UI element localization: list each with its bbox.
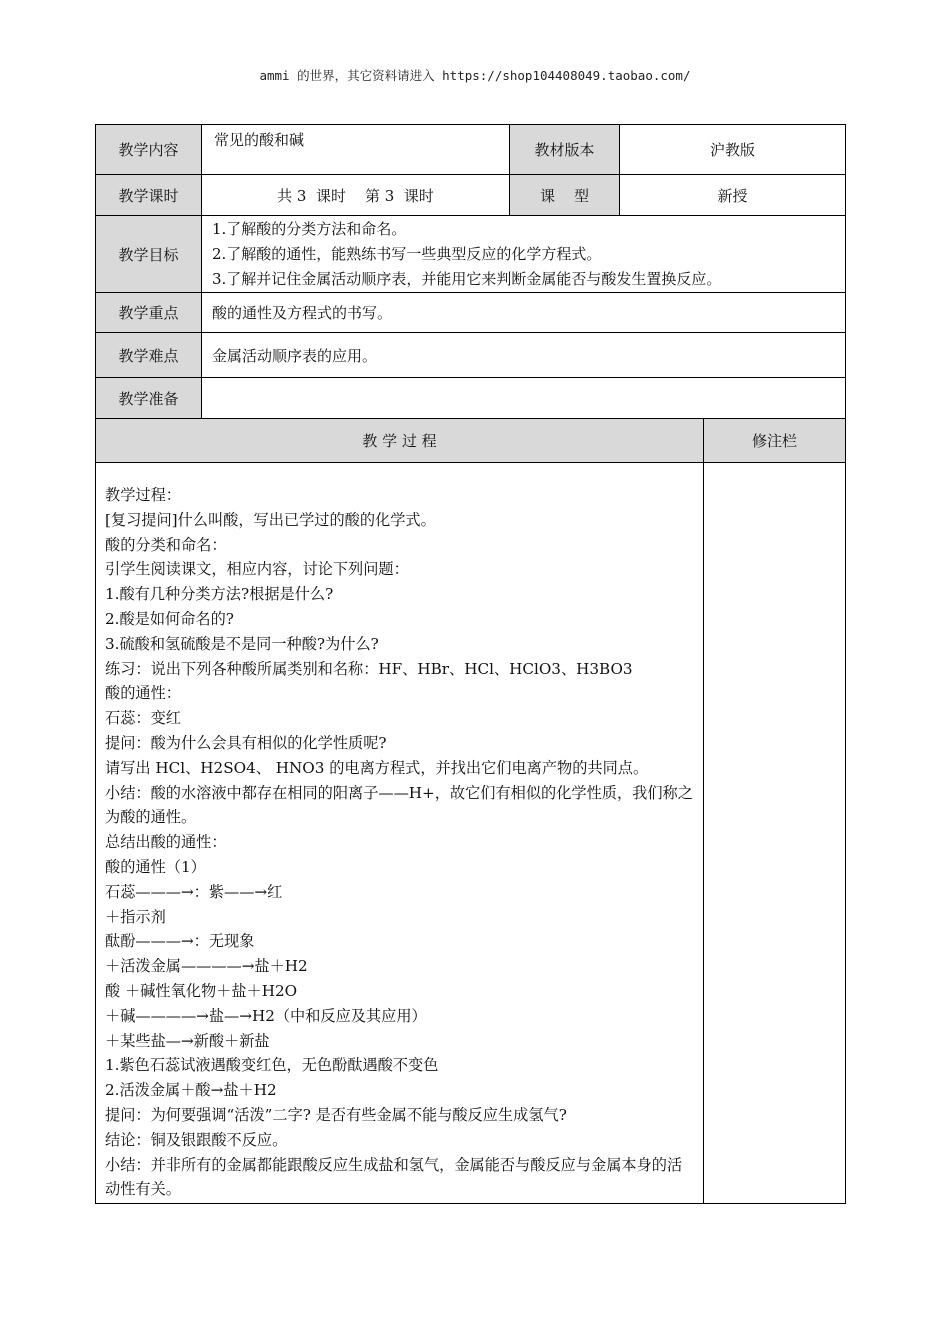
label-key-points: 教学重点: [96, 293, 202, 333]
notes-column-content: [704, 463, 846, 1204]
process-line: [复习提问]什么叫酸，写出已学过的酸的化学式。: [105, 510, 436, 529]
process-line: 酸的分类和命名：: [105, 535, 227, 554]
process-line: 总结出酸的通性：: [105, 833, 227, 852]
row-preparation: [96, 378, 846, 419]
value-preparation: [202, 378, 846, 419]
process-line: ＋活泼金属————→盐＋H2: [105, 957, 308, 976]
process-line: 酸的通性（1）: [105, 857, 206, 876]
process-line: 3.硫酸和氢硫酸是不是同一种酸?为什么?: [105, 634, 379, 653]
value-textbook-version: 沪教版: [620, 125, 846, 175]
value-goals: [202, 216, 846, 293]
process-line: 2.酸是如何命名的?: [105, 609, 234, 628]
process-line: 1.酸有几种分类方法?根据是什么?: [105, 585, 334, 604]
process-line: ＋碱————→盐—→H2（中和反应及其应用）: [105, 1006, 427, 1025]
label-lesson-type: 课 型: [510, 175, 620, 216]
goal-line: 1.了解酸的分类方法和命名。: [212, 219, 407, 238]
row-process-header: [96, 419, 846, 463]
process-line: ＋指示剂: [105, 907, 166, 926]
process-line: 石蕊：变红: [105, 709, 181, 728]
process-line: 酸 ＋碱性氧化物＋盐＋H2O: [105, 981, 298, 1000]
label-content: 教学内容: [96, 125, 202, 175]
label-difficulties: 教学难点: [96, 333, 202, 378]
row-periods: [96, 175, 846, 216]
row-process-body: [96, 463, 846, 1204]
process-line: 结论：铜及银跟酸不反应。: [105, 1130, 288, 1149]
process-line: 小结：并非所有的金属都能跟酸反应生成盐和氢气，金属能否与酸反应与金属本身的活动性有关。: [105, 1155, 683, 1199]
process-line: 小结：酸的水溶液中都存在相同的阳离子——H+，故它们有相似的化学性质，我们称之为酸的通性。: [105, 783, 693, 827]
value-lesson-type: 新授: [620, 175, 846, 216]
value-key-points: 酸的通性及方程式的书写。: [202, 293, 846, 333]
process-line: 酞酚———→：无现象: [105, 932, 255, 951]
row-content: [96, 125, 846, 175]
goal-line: 2.了解酸的通性，能熟练书写一些典型反应的化学方程式。: [212, 244, 602, 263]
row-goals: [96, 216, 846, 293]
process-line: 提问：为何要强调“活泼”二字? 是否有些金属不能与酸反应生成氢气?: [105, 1105, 567, 1124]
process-line: 引学生阅读课文，相应内容，讨论下列问题：: [105, 560, 409, 579]
label-textbook-version: 教材版本: [510, 125, 620, 175]
label-periods: 教学课时: [96, 175, 202, 216]
goal-line: 3.了解并记住金属活动顺序表，并能用它来判断金属能否与酸发生置换反应。: [212, 269, 722, 288]
lesson-plan-table: [95, 124, 846, 1204]
value-difficulties: 金属活动顺序表的应用。: [202, 333, 846, 378]
process-line: 2.活泼金属＋酸→盐＋H2: [105, 1081, 277, 1100]
teaching-process-content: [96, 463, 704, 1204]
process-line: ＋某些盐—→新酸＋新盐: [105, 1031, 270, 1050]
value-content: 常见的酸和碱: [202, 125, 510, 175]
row-key-points: [96, 293, 846, 333]
process-line: 1.紫色石蕊试液遇酸变红色，无色酚酞遇酸不变色: [105, 1056, 439, 1075]
label-preparation: 教学准备: [96, 378, 202, 419]
process-line: 请写出 HCl、H2SO4、 HNO3 的电离方程式，并找出它们电离产物的共同点。: [105, 758, 649, 777]
page-header-text: ammi 的世界，其它资料请进入 https://shop104408049.taobao.com/: [259, 68, 691, 83]
value-periods: 共 3 课时 第 3 课时: [202, 175, 510, 216]
process-line: 酸的通性：: [105, 684, 181, 703]
process-line: 练习：说出下列各种酸所属类别和名称：HF、HBr、HCl、HClO3、H3BO3: [105, 659, 633, 678]
process-line: 提问：酸为什么会具有相似的化学性质呢?: [105, 733, 387, 752]
label-notes-column: 修注栏: [704, 419, 846, 463]
process-line: 石蕊———→：紫——→红: [105, 882, 283, 901]
label-teaching-process: 教 学 过 程: [96, 419, 704, 463]
process-line: 教学过程：: [105, 486, 181, 504]
row-difficulties: [96, 333, 846, 378]
label-goals: 教学目标: [96, 216, 202, 293]
